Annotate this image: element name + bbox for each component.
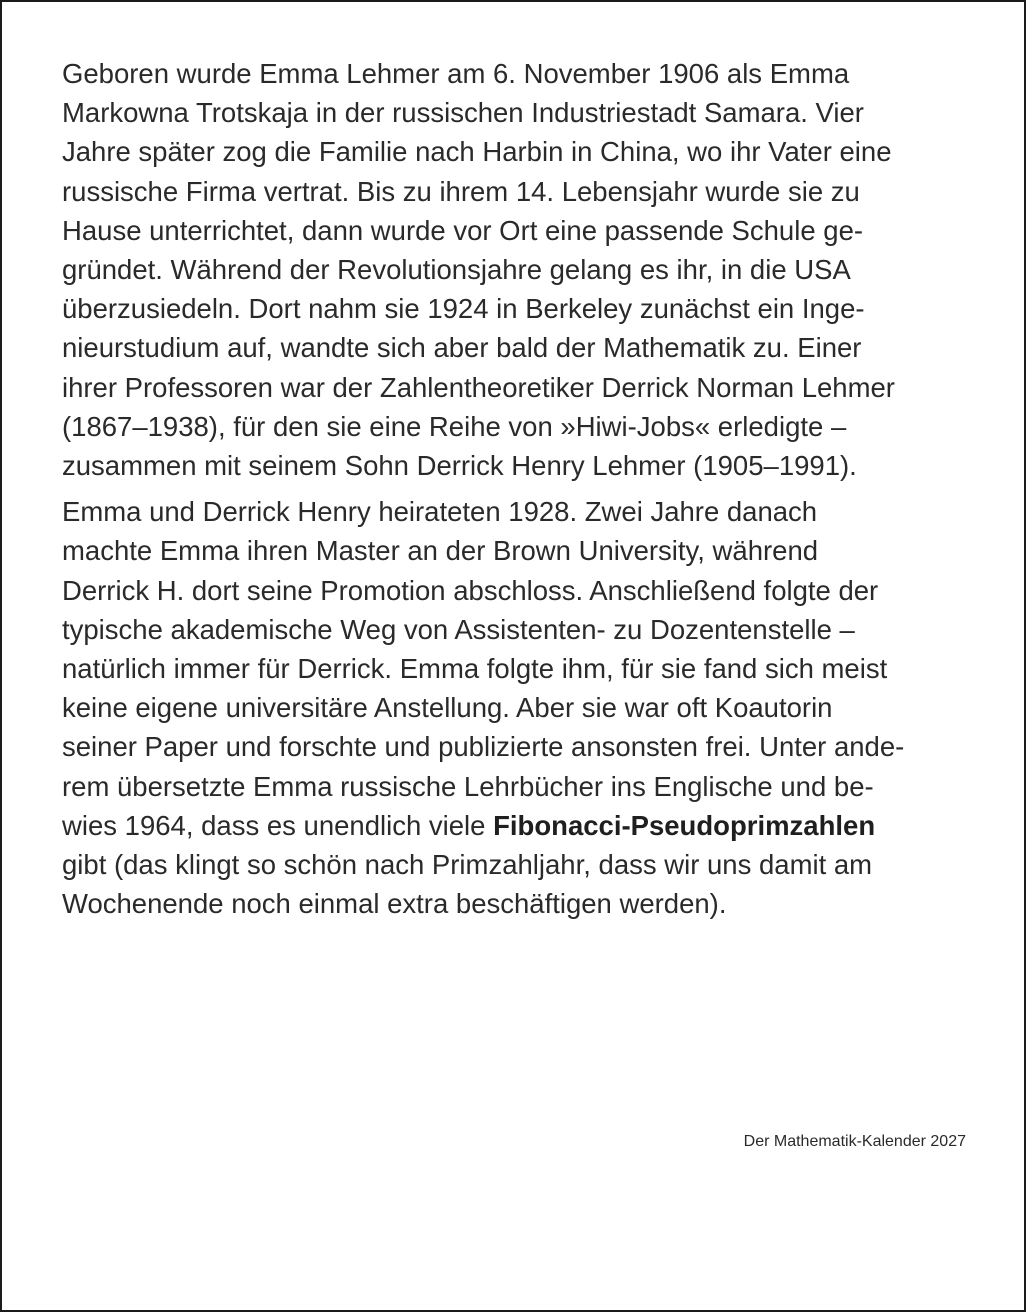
text-line: Emma und Derrick Henry heirateten 1928. Zwei Jahre danach <box>62 496 818 528</box>
paragraph-gap <box>62 485 970 492</box>
text-line: natürlich immer für Derrick. Emma folgte ihm, für sie fand sich meist <box>62 653 888 685</box>
text-line: Wochenende noch einmal extra beschäftigen werden). <box>62 888 727 920</box>
text-line: gibt (das klingt so schön nach Primzahljahr, dass wir uns damit am <box>62 849 873 881</box>
text-line-with-bold-term <box>62 806 970 845</box>
article-text <box>62 54 970 923</box>
text-line: nieurstudium auf, wandte sich aber bald der Mathematik zu. Einer <box>62 332 862 364</box>
text-line: zusammen mit seinem Sohn Derrick Henry Lehmer (1905–1991). <box>62 450 857 482</box>
text-line: seiner Paper und forschte und publizierte ansonsten frei. Unter ande- <box>62 731 905 763</box>
text-line: machte Emma ihren Master an der Brown University, während <box>62 535 819 567</box>
text-line: keine eigene universitäre Anstellung. Aber sie war oft Koautorin <box>62 692 833 724</box>
bold-line-prefix: wies 1964, dass es unendlich viele <box>62 809 494 841</box>
text-line: gründet. Während der Revolutionsjahre gelang es ihr, in die USA <box>62 254 851 286</box>
calendar-footer-title: Der Mathematik-Kalender 2027 <box>743 1133 966 1150</box>
text-line: russische Firma vertrat. Bis zu ihrem 14. Lebensjahr wurde sie zu <box>62 175 860 207</box>
text-line: typische akademische Weg von Assistenten- zu Dozentenstelle – <box>62 613 855 645</box>
text-line: Geboren wurde Emma Lehmer am 6. November 1906 als Emma <box>62 58 850 89</box>
text-line: ihrer Professoren war der Zahlentheoretiker Derrick Norman Lehmer <box>62 371 895 403</box>
text-line: Derrick H. dort seine Promotion abschloss. Anschließend folgte der <box>62 574 879 606</box>
text-line: Hause unterrichtet, dann wurde vor Ort eine passende Schule ge- <box>62 214 864 246</box>
paragraph-1 <box>62 54 970 485</box>
paragraph-2 <box>62 492 970 923</box>
bold-term-fibonacci-pseudoprimzahlen: Fibonacci-Pseudoprimzahlen <box>493 809 876 841</box>
text-line: Markowna Trotskaja in der russischen Industriestadt Samara. Vier <box>62 97 864 129</box>
text-line: überzusiedeln. Dort nahm sie 1924 in Berkeley zunächst ein Inge- <box>62 293 865 325</box>
text-line: rem übersetzte Emma russische Lehrbücher ins Englische und be- <box>62 770 874 802</box>
text-line: (1867–1938), für den sie eine Reihe von »Hiwi-Jobs« erledigte – <box>62 410 847 442</box>
text-line: Jahre später zog die Familie nach Harbin in China, wo ihr Vater eine <box>62 136 892 168</box>
